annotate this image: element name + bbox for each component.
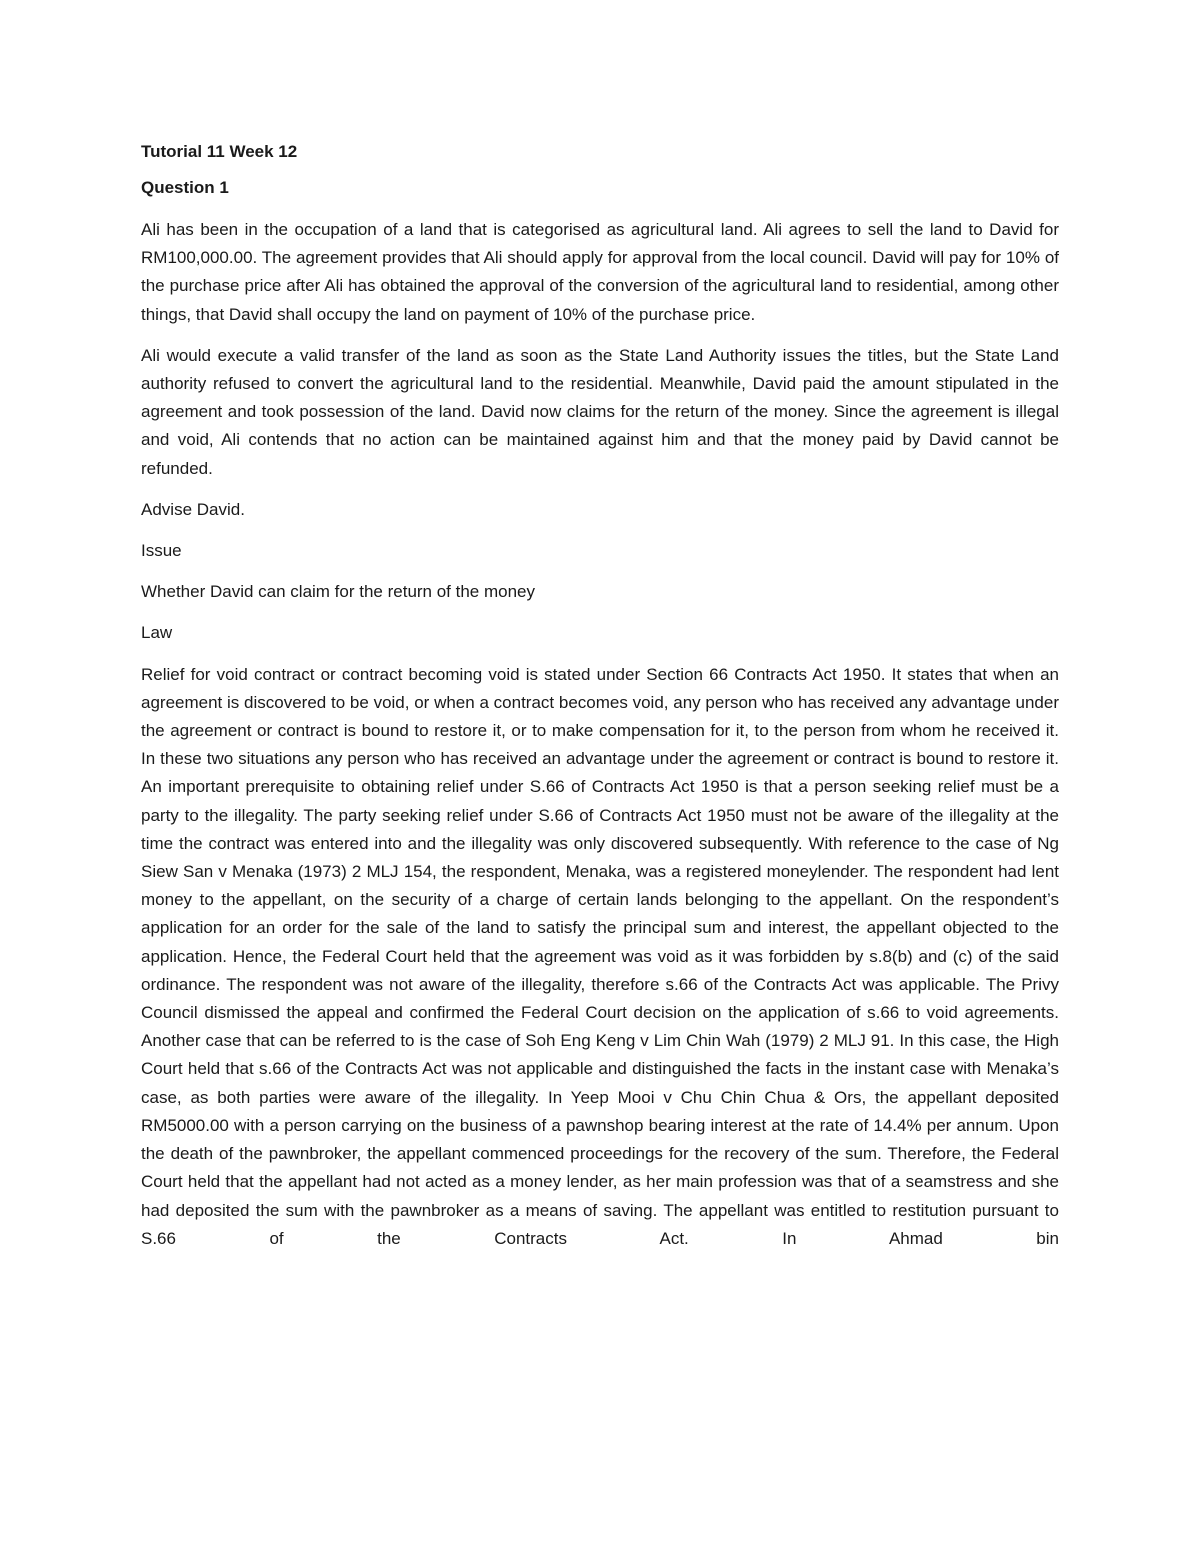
instruction-text: Advise David. [141,499,245,519]
issue-text: Whether David can claim for the return of the money [141,582,536,602]
law-label: Law [141,623,173,643]
question-paragraph-1: Ali has been in the occupation of a land that is categorised as agricultural land. Ali agrees to sell the land to David for RM100,000.00. The agreement provides that Ali should apply for approval from the local council. David will pay for 10% of the purchase price after Ali has obtained the approval of the conversion of the agricultural land to residential, among other things, that David shall occupy the land on payment of 10% of the purchase price. [141,220,1059,324]
document-title: Tutorial 11 Week 12 [141,142,298,161]
question-label: Question 1 [141,178,229,197]
question-paragraph-2: Ali would execute a valid transfer of the land as soon as the State Land Authority issues the titles, but the State Land authority refused to convert the agricultural land to the residential. Meanwhile, David paid the amount stipulated in the agreement and took possession of the land. David now claims for the return of the money. Since the agreement is illegal and void, Ali contends that no action can be maintained against him and that the money paid by David cannot be refunded. [141,345,1059,478]
law-paragraph: Relief for void contract or contract becoming void is stated under Section 66 Contracts Act 1950. It states that when an agreement is discovered to be void, or when a contract becomes void, any person who has received any advantage under the agreement or contract is bound to restore it, or to make compensation for it, to the person from whom he received it. In these two situations any person who has received an advantage under the agreement or contract is bound to restore it. An important prerequisite to obtaining relief under S.66 of Contracts Act 1950 is that a person seeking relief must be a party to the illegality. The party seeking relief under S.66 of Contracts Act 1950 must not be aware of the illegality at the time the contract was entered into and the illegality was only discovered subsequently. With reference to the case of Ng Siew San v Menaka (1973) 2 MLJ 154, the respondent, Menaka, was a registered moneylender. The respondent had lent money to the appellant, on the security of a charge of certain lands belonging to the appellant. On the respondent’s application for an order for the sale of the land to satisfy the principal sum and interest, the appellant objected to the application. Hence, the Federal Court held that the agreement was void as it was forbidden by s.8(b) and (c) of the said ordinance. The respondent was not aware of the illegality, therefore s.66 of the Contracts Act was applicable. The Privy Council dismissed the appeal and confirmed the Federal Court decision on the application of s.66 to void agreements. Another case that can be referred to is the case of Soh Eng Keng v Lim Chin Wah (1979) 2 MLJ 91. In this case, the High Court held that s.66 of the Contracts Act was not applicable and distinguished the facts in the instant case with Menaka’s case, as both parties were aware of the illegality. In Yeep Mooi v Chu Chin Chua & Ors, the appellant deposited RM5000.00 with a person carrying on the business of a pawnshop bearing interest at the rate of 14.4% per annum. Upon the death of the pawnbroker, the appellant commenced proceedings for the recovery of the sum. Therefore, the Federal Court held that the appellant had not acted as a money lender, as her main profession was that of a seamstress and she had deposited the sum with the pawnbroker as a means of saving. The appellant was entitled to restitution pursuant to S.66 of the Contracts Act. In Ahmad bin [141,664,1059,1248]
document-body [141,138,1059,1253]
issue-label: Issue [141,541,182,561]
